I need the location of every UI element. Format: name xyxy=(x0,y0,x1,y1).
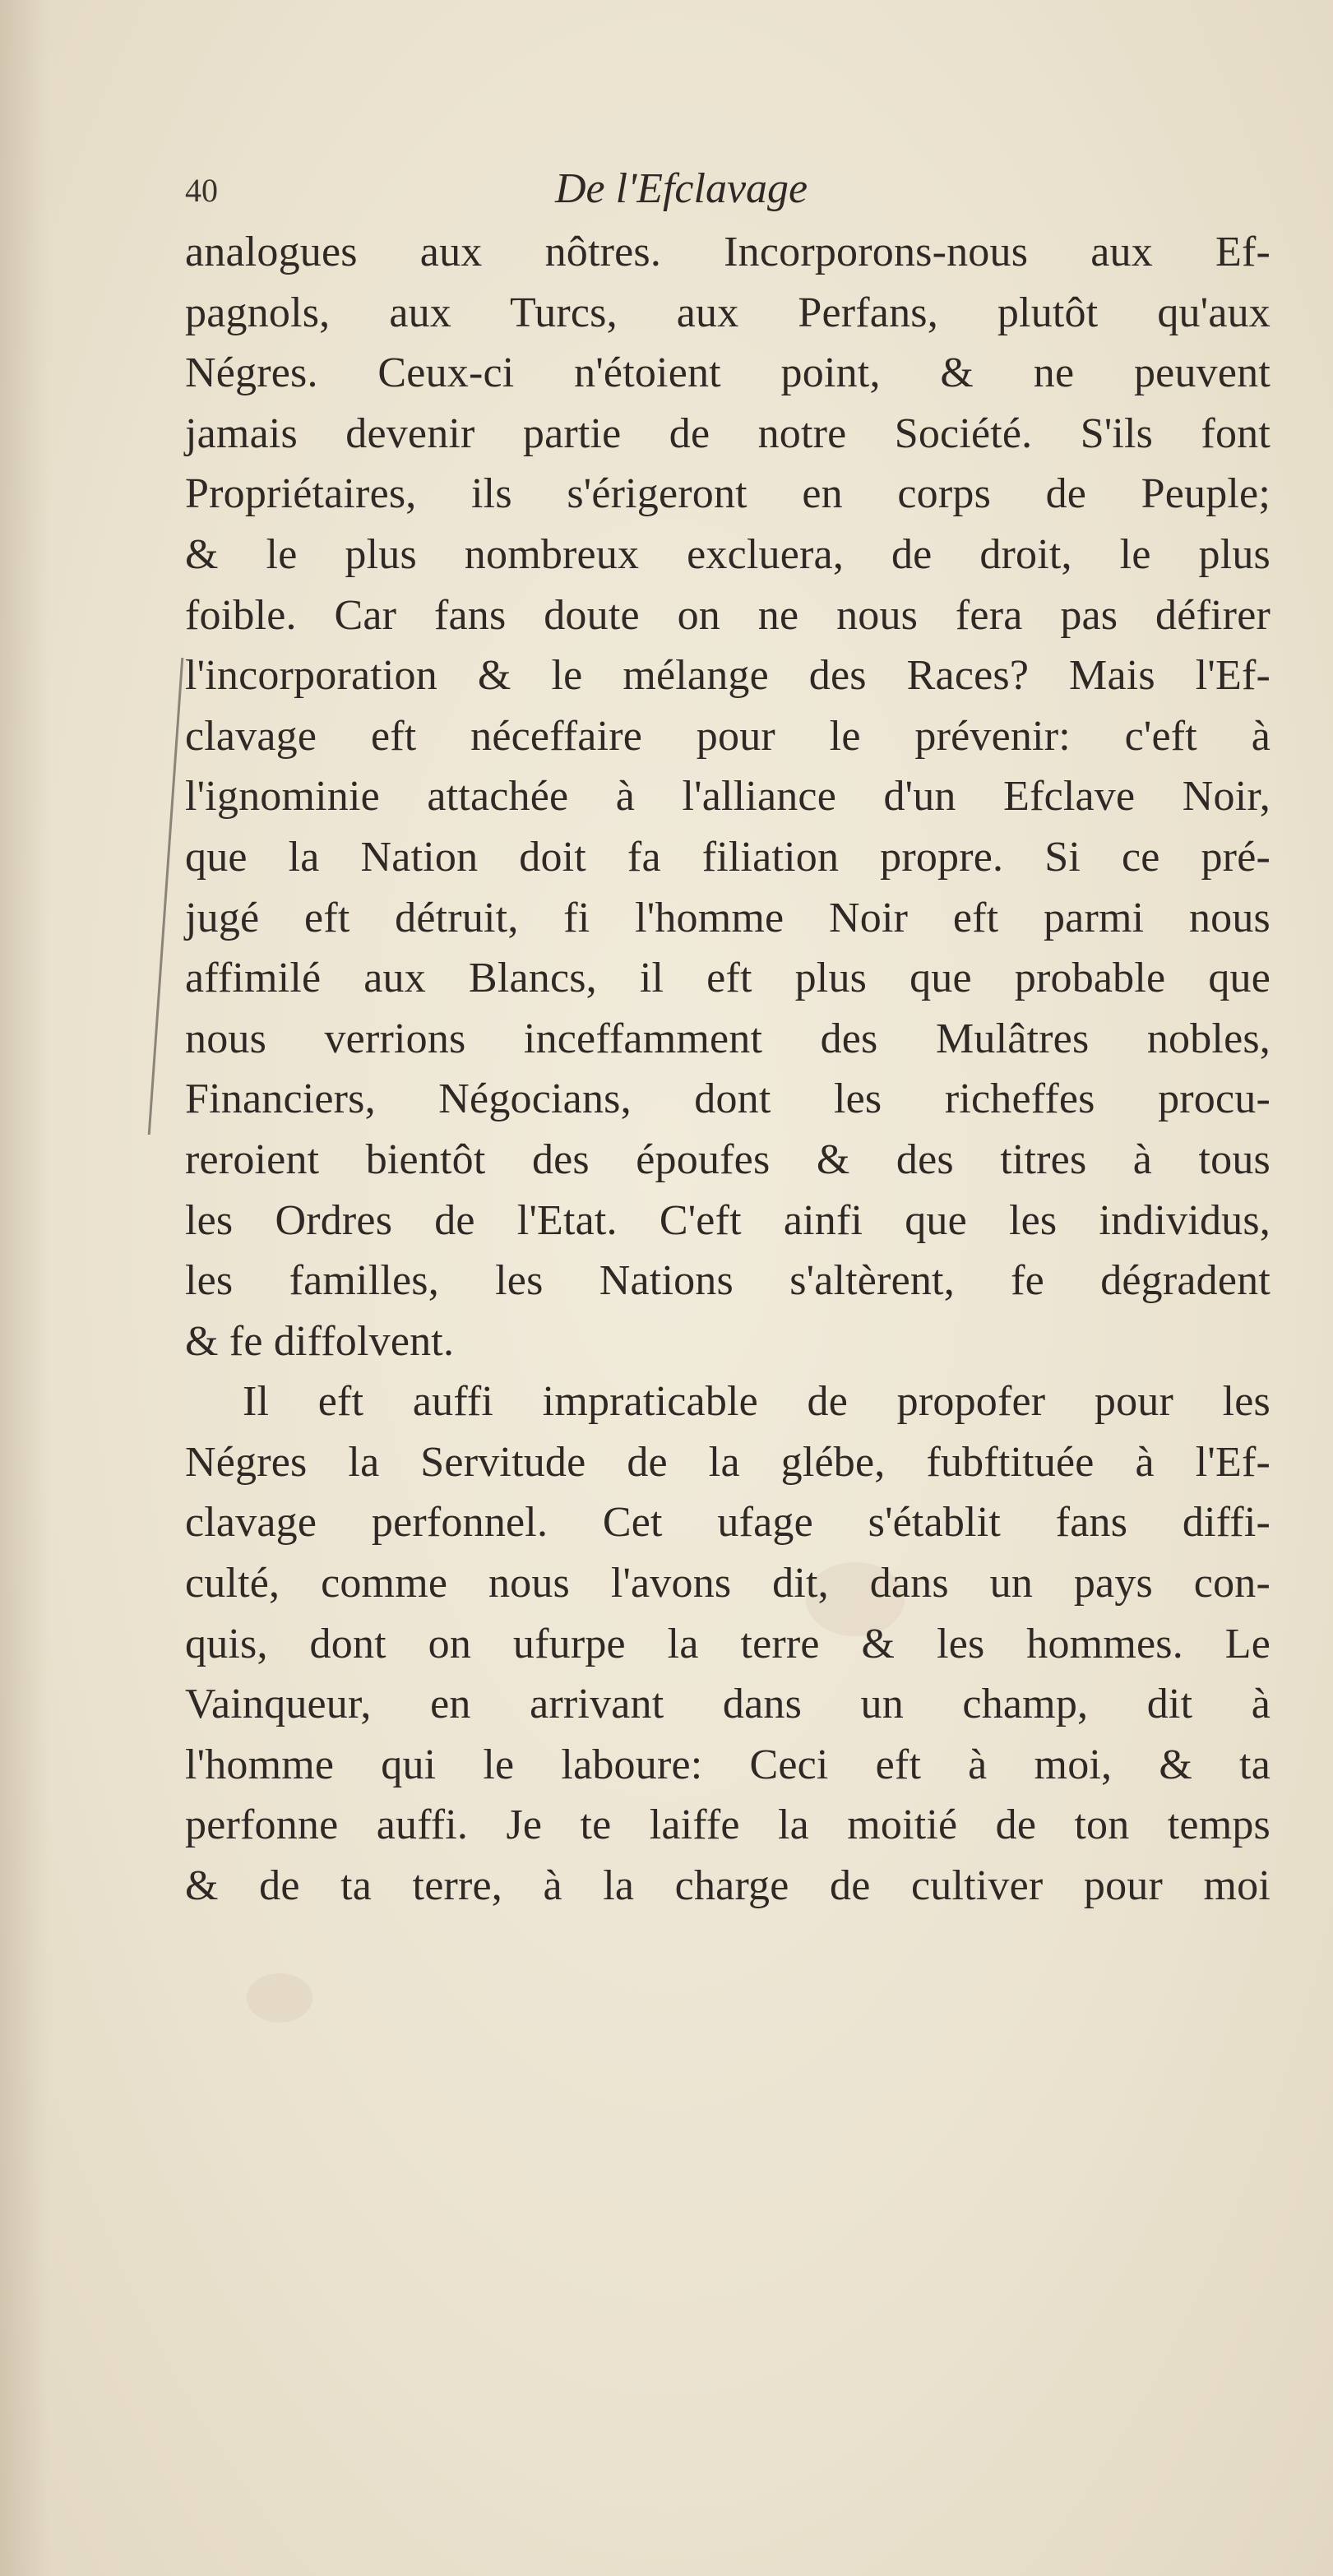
text-line: clavage eft néceffaire pour le prévenir: c'eft à xyxy=(185,712,1271,760)
text-line: Négres la Servitude de la glébe, fubftituée à l'Ef- xyxy=(185,1438,1271,1486)
text-line: & le plus nombreux excluera, de droit, le plus xyxy=(185,530,1271,578)
text-line: foible. Car fans doute on ne nous fera pas défirer xyxy=(185,591,1271,639)
text-line: quis, dont on ufurpe la terre & les hommes. Le xyxy=(185,1620,1271,1667)
running-title: De l'Efclavage xyxy=(555,165,808,212)
text-line: perfonne auffi. Je te laiffe la moitié de ton temps xyxy=(185,1801,1271,1849)
text-line: les familles, les Nations s'altèrent, fe dégradent xyxy=(185,1257,1271,1305)
text-line: Vainqueur, en arrivant dans un champ, dit à xyxy=(185,1681,1271,1728)
text-line: pagnols, aux Turcs, aux Perfans, plutôt qu'aux xyxy=(185,289,1271,336)
text-line: nous verrions inceffamment des Mulâtres nobles, xyxy=(185,1015,1271,1062)
text-line: l'homme qui le laboure: Ceci eft à moi, & ta xyxy=(185,1741,1271,1788)
page-gutter-shadow xyxy=(0,0,49,2576)
text-line: Propriétaires, ils s'érigeront en corps de Peuple; xyxy=(185,470,1271,518)
paper-stain xyxy=(247,1973,312,2023)
text-line: Négres. Ceux-ci n'étoient point, & ne peuvent xyxy=(185,349,1271,397)
text-line: & de ta terre, à la charge de cultiver pour moi xyxy=(185,1862,1271,1910)
text-line: jamais devenir partie de notre Société. S'ils font xyxy=(185,409,1271,457)
text-line: affimilé aux Blancs, il eft plus que probable que xyxy=(185,955,1271,1002)
text-line: reroient bientôt des époufes & des titres à tous xyxy=(185,1135,1271,1183)
text-line: jugé eft détruit, fi l'homme Noir eft parmi nous xyxy=(185,894,1271,941)
text-line: l'incorporation & le mélange des Races? Mais l'Ef- xyxy=(185,652,1271,700)
text-line: les Ordres de l'Etat. C'eft ainfi que les individus, xyxy=(185,1196,1271,1244)
page-header xyxy=(185,164,1246,222)
body-text xyxy=(185,222,1271,1917)
text-line: clavage perfonnel. Cet ufage s'établit fans diffi- xyxy=(185,1499,1271,1547)
text-line-paragraph-start: Il eft auffi impraticable de propofer pour les xyxy=(243,1378,1271,1426)
text-line: & fe diffolvent. xyxy=(185,1317,455,1365)
text-line: culté, comme nous l'avons dit, dans un pays con- xyxy=(185,1560,1271,1607)
text-line: Financiers, Négocians, dont les richeffes procu- xyxy=(185,1075,1271,1123)
text-line: l'ignominie attachée à l'alliance d'un Efclave Noir, xyxy=(185,773,1271,821)
page-number: 40 xyxy=(185,172,218,209)
text-line: que la Nation doit fa filiation propre. Si ce pré- xyxy=(185,833,1271,881)
text-line: analogues aux nôtres. Incorporons-nous aux Ef- xyxy=(185,229,1271,275)
